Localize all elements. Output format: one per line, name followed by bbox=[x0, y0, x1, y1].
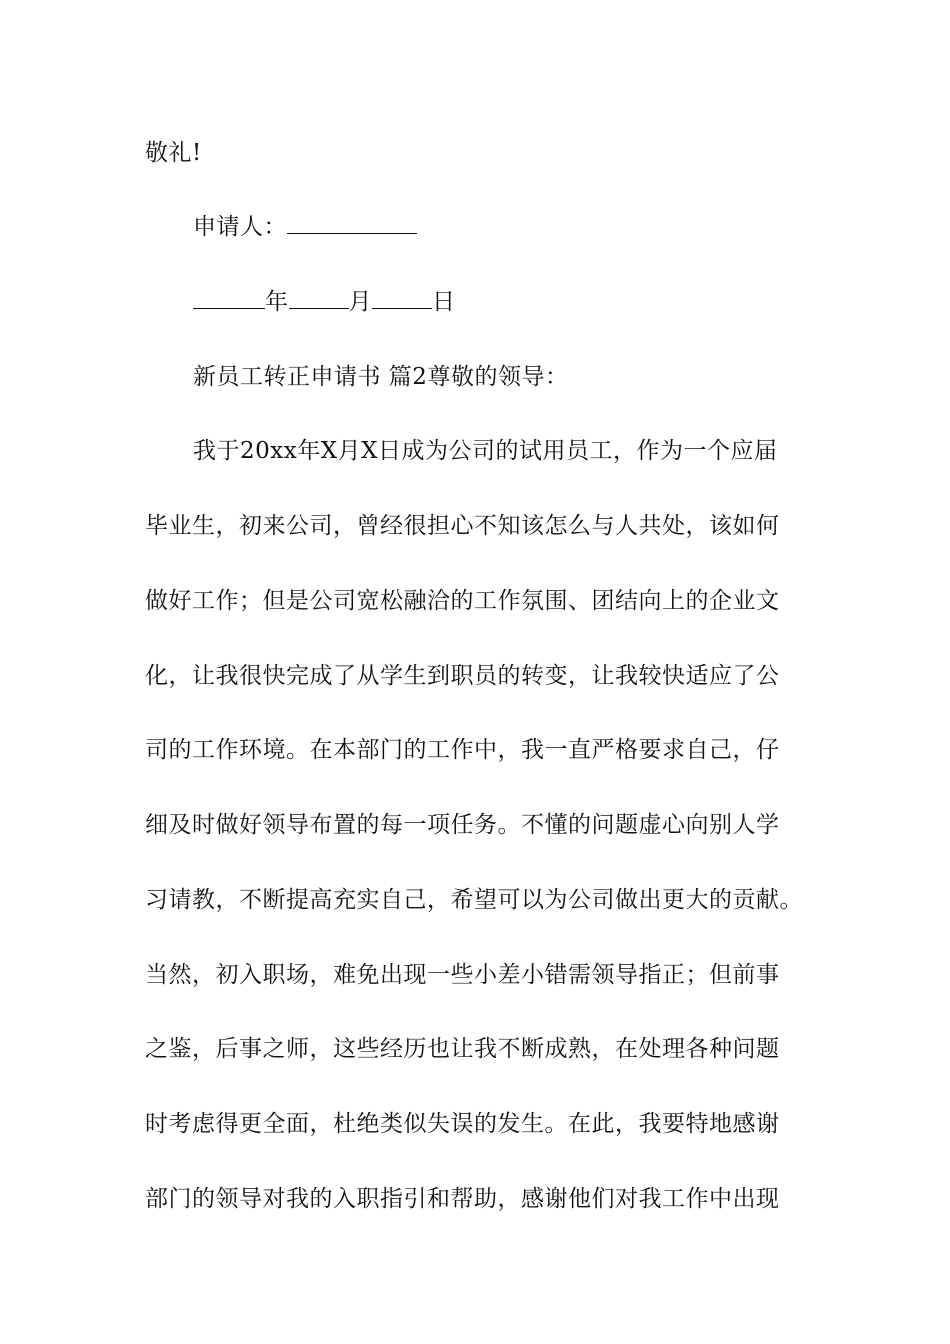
body-line: 化，让我很快完成了从学生到职员的转变，让我较快适应了公 bbox=[145, 663, 780, 689]
body-line: 细及时做好领导布置的每一项任务。不懂的问题虚心向别人学 bbox=[145, 812, 780, 838]
day-blank bbox=[372, 288, 432, 309]
applicant-label: 申请人： bbox=[193, 214, 287, 240]
body-line: 我于20xx年X月X日成为公司的试用员工，作为一个应届 bbox=[193, 438, 778, 464]
body-line: 做好工作；但是公司宽松融洽的工作氛围、团结向上的企业文 bbox=[145, 588, 780, 614]
body-line: 部门的领导对我的入职指引和帮助，感谢他们对我工作中出现 bbox=[145, 1186, 780, 1212]
body-line: 毕业生，初来公司，曾经很担心不知该怎么与人共处，该如何 bbox=[145, 513, 780, 539]
closing-salutation: 敬礼! bbox=[145, 140, 202, 166]
body-line: 司的工作环境。在本部门的工作中，我一直严格要求自己，仔 bbox=[145, 737, 780, 763]
date-month-label: 月 bbox=[348, 289, 372, 315]
date-line bbox=[193, 287, 456, 317]
body-line: 当然，初入职场，难免出现一些小差小错需领导指正；但前事 bbox=[145, 962, 780, 988]
date-year-label: 年 bbox=[265, 289, 289, 315]
body-line: 习请教，不断提高充实自己，希望可以为公司做出更大的贡献。 bbox=[145, 887, 803, 913]
applicant-blank bbox=[287, 213, 417, 234]
month-blank bbox=[289, 288, 349, 309]
body-line: 之鉴，后事之师，这些经历也让我不断成熟，在处理各种问题 bbox=[145, 1036, 780, 1062]
year-blank bbox=[193, 288, 265, 309]
date-day-label: 日 bbox=[432, 289, 456, 315]
section-heading: 新员工转正申请书 篇2尊敬的领导： bbox=[193, 364, 569, 390]
body-line: 时考虑得更全面，杜绝类似失误的发生。在此，我要特地感谢 bbox=[145, 1111, 780, 1137]
applicant-line bbox=[193, 212, 417, 242]
